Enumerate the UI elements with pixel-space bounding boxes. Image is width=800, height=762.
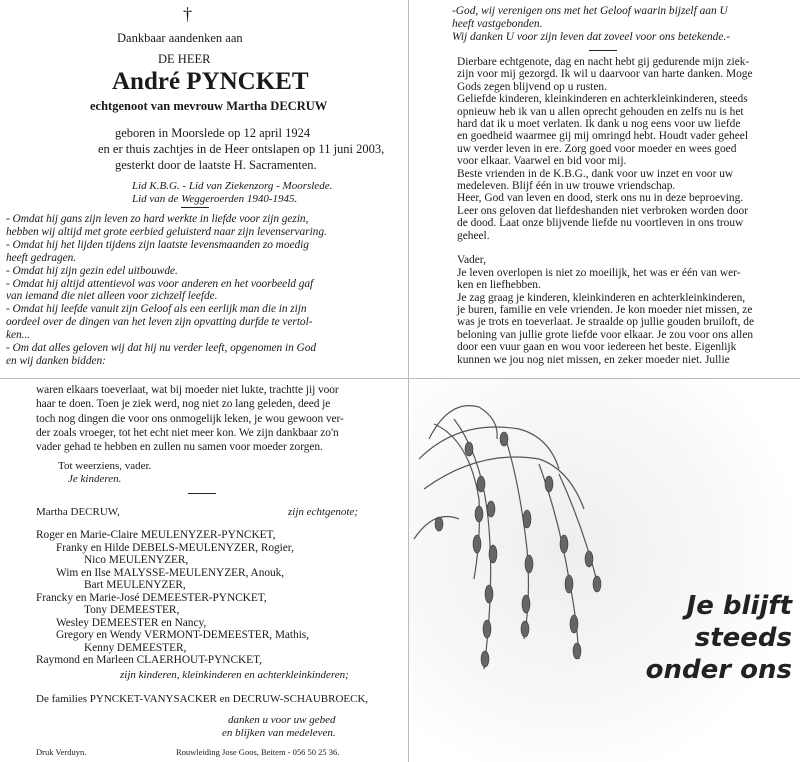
prayer-panel: [408, 0, 800, 378]
farewell-line: voor elkaar. Vaarwel en bid voor mij.: [457, 155, 627, 168]
farewell-line: kunnen we jou nog niet missen, en zeker moeder niet. Jullie: [457, 353, 730, 366]
farewell-line: de dood. Laat onze blijvende liefde nu voortleven in ons trouw: [457, 217, 744, 230]
family-member-line: Roger en Marie-Claire MEULENYZER-PYNCKET,: [36, 529, 276, 541]
tribute-line: - Omdat hij altijd attentievol was voor anderen en het voorbeeld gaf: [6, 277, 314, 290]
divider: [188, 493, 216, 494]
slogan-line-2: steeds: [694, 623, 792, 653]
tribute-line: en wij danken bidden:: [6, 354, 106, 367]
widow-role: zijn echtgenote;: [288, 506, 358, 518]
prayer-line-3: Wij danken U voor zijn leven dat zoveel voor ons betekende.-: [452, 31, 731, 43]
membership-1: Lid K.B.G. - Lid van Ziekenzorg - Moorslede.: [132, 180, 333, 192]
widow-name: Martha DECRUW,: [36, 506, 120, 518]
prayer-line-2: heeft vastgebonden.: [452, 18, 543, 30]
family-member-line: Bart MEULENYZER,: [84, 579, 186, 591]
cross-icon: †: [183, 4, 192, 24]
letter-line: toch nog dingen die voor ons onmogelijk leken, je wou gewoon ver-: [36, 412, 344, 425]
family-member-line: Franky en Hilde DEBELS-MEULENYZER, Rogier,: [56, 541, 294, 554]
farewell-line: medeleven. Blijf één in uw trouwe vriendschap.: [457, 180, 676, 192]
farewell-line: zijn voor mij gezorgd. Ik wil u daarvoor van harte danken. Moge: [457, 68, 753, 81]
farewell-line: Je zag graag je kinderen, kleinkinderen en achterkleinkinderen,: [457, 291, 746, 304]
funeral-director-text: Rouwleiding Jose Goos, Beitem - 056 50 25 36.: [176, 747, 340, 757]
farewell-line: Vader,: [457, 254, 486, 267]
de-heer-text: DE HEER: [158, 52, 211, 66]
farewell-line: ken en liefhebben.: [457, 279, 541, 292]
membership-2: Lid van de Weggeroerden 1940-1945.: [132, 193, 298, 205]
tribute-line: - Omdat hij leefde vanuit zijn Geloof als een eerlijk man die in zijn: [6, 303, 307, 316]
letter-line: vader gehad te hebben en zullen nu samen voor moeder zorgen.: [36, 441, 323, 454]
farewell-line: door een vuur gaan en wou voor iedereen het beste. Eigenlijk: [457, 341, 737, 354]
divider: [181, 207, 209, 208]
slogan-line-3: onder ons: [645, 655, 792, 685]
farewell-line: Heer, God van leven en dood, sterk ons nu in deze beproeving.: [457, 192, 744, 205]
family-member-line: Wesley DEMEESTER en Nancy,: [56, 616, 207, 629]
born-text: geboren in Moorslede op 12 april 1924: [115, 126, 311, 140]
farewell-line: je buren, familie en vele vrienden. Je kon moeder niet missen, ze: [457, 304, 753, 316]
family-member-line: Francky en Marie-José DEMEESTER-PYNCKET,: [36, 591, 267, 604]
printer-text: Druk Verduyn.: [36, 747, 87, 757]
farewell-line: opnieuw heb ik van u allen oprecht gehouden en zelfs nu is het: [457, 105, 744, 118]
letter-line: haar te doen. Toen je ziek werd, nog niet zo lang geleden, deed je: [36, 398, 331, 411]
children-role: zijn kinderen, kleinkinderen en achterkleinkinderen;: [120, 669, 349, 681]
tribute-line: - Omdat hij het lijden tijdens zijn laatste levensmaanden zo moedig: [6, 238, 309, 251]
spouse-text: echtgenoot van mevrouw Martha DECRUW: [90, 99, 328, 113]
farewell-line: Leer ons geloven dat liefdeshanden niet verbroken worden door: [457, 204, 748, 217]
prayer-line-1: -God, wij verenigen ons met het Geloof waarin bijzelf aan U: [452, 5, 728, 17]
farewell-line: was je trots en toeverlaat. Je straalde op jullie gouden bruiloft, de: [457, 316, 755, 329]
family-member-line: Wim en Ilse MALYSSE-MEULENYZER, Anouk,: [56, 566, 285, 579]
deceased-name: André PYNCKET: [112, 68, 309, 95]
tribute-line: ken...: [6, 329, 31, 342]
farewell-line: beloning van jullie grote liefde voor elkaar. Je zou voor ons allen: [457, 328, 754, 341]
obituary-front-panel: [0, 0, 408, 378]
family-member-line: Gregory en Wendy VERMONT-DEMEESTER, Mathis,: [56, 629, 309, 641]
farewell-line: Dierbare echtgenote, dag en nacht hebt gij gedurende mijn ziek-: [457, 56, 750, 68]
divider: [589, 50, 617, 51]
thanks-line-1: danken u voor uw gebed: [228, 714, 336, 726]
thanks-line-2: en blijken van medeleven.: [222, 727, 336, 739]
sacraments-text: gesterkt door de laatste H. Sacramenten.: [115, 158, 317, 172]
tribute-line: hebben wij altijd met grote eerbied geluisterd naar zijn levenservaring.: [6, 225, 327, 238]
families-text: De families PYNCKET-VANYSACKER en DECRUW-SCHAUBROECK,: [36, 693, 369, 705]
farewell-line: Je leven overlopen is niet zo moeilijk, het was er één van wer-: [457, 266, 741, 279]
tribute-line: heeft gedragen.: [6, 251, 77, 264]
family-member-line: Kenny DEMEESTER,: [84, 641, 187, 654]
farewell-line: geheel.: [457, 229, 490, 242]
farewell-line: Beste vrienden in de K.B.G., dank voor uw inzet en voor uw: [457, 167, 734, 180]
farewell-line: uw verder leven in ere. Zorg goed voor moeder en wees goed: [457, 142, 737, 155]
intro-text: Dankbaar aandenken aan: [117, 31, 243, 45]
family-member-line: Raymond en Marleen CLAERHOUT-PYNCKET,: [36, 654, 262, 666]
farewell-line: Geliefde kinderen, kleinkinderen en achterkleinkinderen, steeds: [457, 93, 748, 106]
slogan-line-1: Je blijft: [686, 591, 792, 621]
died-text: en er thuis zachtjes in de Heer ontslapen op 11 juni 2003,: [98, 142, 385, 156]
letter-line: waren elkaars toeverlaat, wat bij moeder niet lukte, trachtte jij voor: [36, 384, 339, 396]
family-member-line: Tony DEMEESTER,: [84, 604, 180, 616]
farewell-text: Tot weerziens, vader.: [58, 460, 152, 472]
letter-line: der zoals vroeger, tot het echt niet meer kon. We zijn dankbaar zo'n: [36, 426, 339, 439]
signed-text: Je kinderen.: [68, 473, 122, 485]
family-member-line: Nico MEULENYZER,: [84, 554, 189, 566]
farewell-line: hard dat ik u moet verlaten. Ik dank u nog eens voor uw liefde: [457, 118, 741, 130]
tribute-line: van iemand die niet alleen voor zichzelf leefde.: [6, 290, 218, 303]
cover-panel: [408, 378, 800, 762]
tribute-line: - Om dat alles geloven wij dat hij nu verder leeft, opgenomen in God: [6, 342, 316, 354]
farewell-line: en goedheid waarmee gij mij omringd hebt. Houdt vader geheel: [457, 130, 749, 143]
family-panel: [0, 378, 408, 762]
tribute-line: - Omdat hij zijn gezin edel uitbouwde.: [6, 264, 178, 277]
farewell-line: Gods zegen blijvend op u rusten.: [457, 80, 607, 93]
tribute-line: - Omdat hij gans zijn leven zo hard werkte in liefde voor zijn gezin,: [6, 213, 309, 225]
background-wash: [409, 379, 800, 762]
willow-branch-illustration: [409, 379, 800, 762]
tribute-line: oordeel over de dingen van het leven zijn opvatting durfde te vertol-: [6, 316, 313, 329]
